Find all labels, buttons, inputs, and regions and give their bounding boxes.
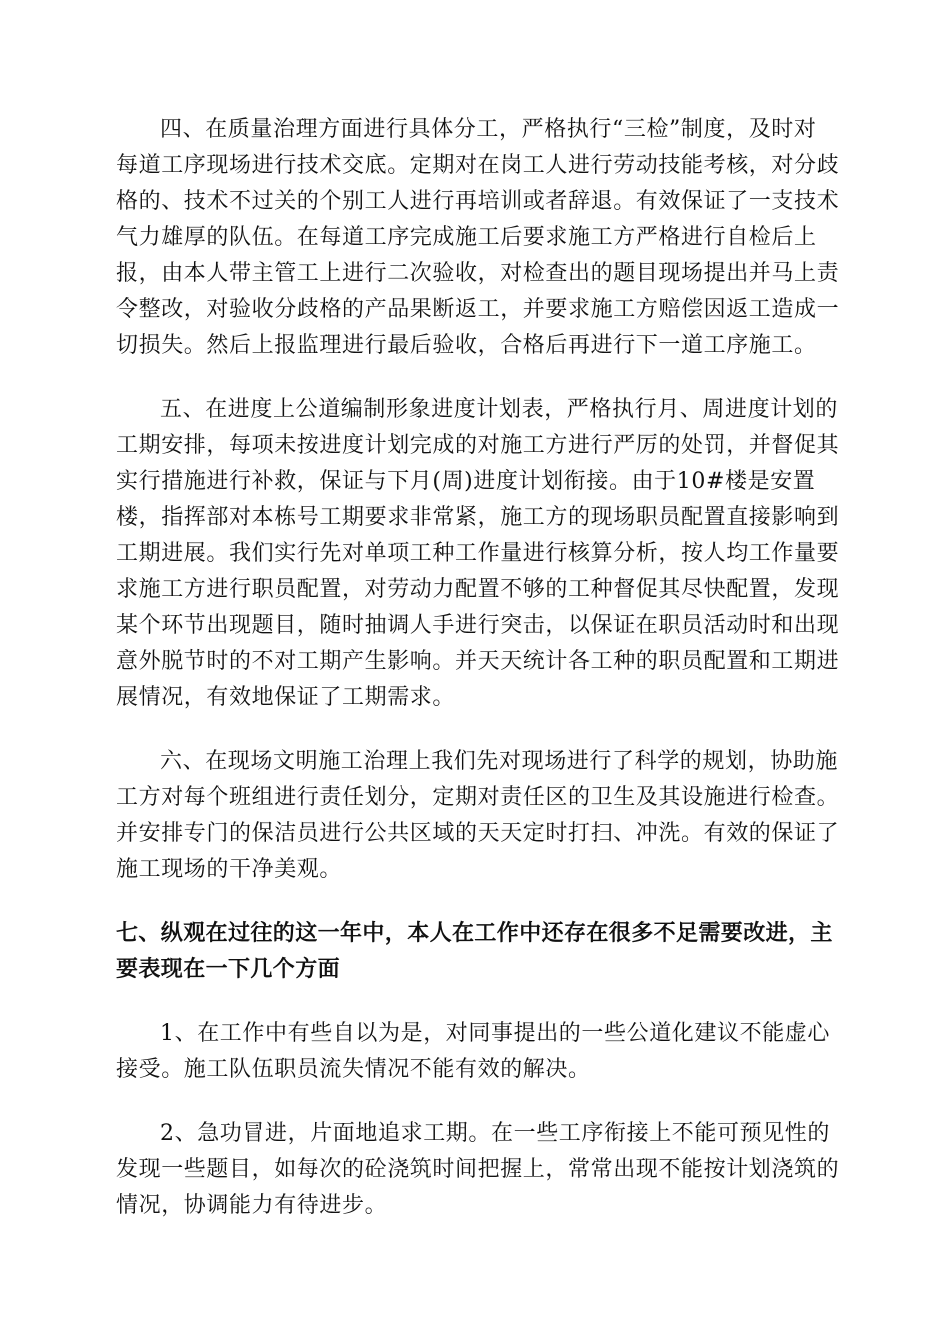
paragraph-4-line: 每道工序现场进行技术交底。定期对在岗工人进行劳动技能考核，对分歧 xyxy=(116,153,840,178)
item-1-line: 接受。施工队伍职员流失情况不能有效的解决。 xyxy=(116,1057,591,1082)
paragraph-5-line: 实行措施进行补救，保证与下月(周)进度计划衔接。由于10#楼是安置 xyxy=(116,469,816,494)
paragraph-5-line: 楼，指挥部对本栋号工期要求非常紧，施工方的现场职员配置直接影响到 xyxy=(116,505,840,530)
paragraph-4-line: 报，由本人带主管工上进行二次验收，对检查出的题目现场提出并马上责 xyxy=(116,261,840,286)
paragraph-6-line: 六、在现场文明施工治理上我们先对现场进行了科学的规划，协助施 xyxy=(160,749,839,774)
paragraph-6-line: 施工现场的干净美观。 xyxy=(116,857,343,882)
paragraph-5-line: 工期进展。我们实行先对单项工种工作量进行核算分析，按人均工作量要 xyxy=(116,541,840,566)
section-heading-line: 七、纵观在过往的这一年中，本人在工作中还存在很多不足需要改进，主 xyxy=(116,921,833,946)
item-2-line: 2、急功冒进，片面地追求工期。在一些工序衔接上不能可预见性的 xyxy=(160,1121,830,1146)
paragraph-4-line: 四、在质量治理方面进行具体分工，严格执行“三检”制度，及时对 xyxy=(160,117,817,142)
paragraph-5-line: 五、在进度上公道编制形象进度计划表，严格执行月、周进度计划的 xyxy=(160,397,839,422)
paragraph-4-line: 气力雄厚的队伍。在每道工序完成施工后要求施工方严格进行自检后上 xyxy=(116,225,817,250)
item-1-line: 1、在工作中有些自以为是，对同事提出的一些公道化建议不能虚心 xyxy=(160,1021,830,1046)
paragraph-6-line: 工方对每个班组进行责任划分，定期对责任区的卫生及其设施进行检查。 xyxy=(116,785,840,810)
paragraph-5-line: 展情况，有效地保证了工期需求。 xyxy=(116,685,456,710)
paragraph-4-line: 格的、技术不过关的个别工人进行再培训或者辞退。有效保证了一支技术 xyxy=(116,189,840,214)
item-2-line: 情况，协调能力有待进步。 xyxy=(116,1193,388,1218)
paragraph-5-line: 工期安排，每项未按进度计划完成的对施工方进行严厉的处罚，并督促其 xyxy=(116,433,840,458)
paragraph-4-line: 令整改，对验收分歧格的产品果断返工，并要求施工方赔偿因返工造成一 xyxy=(116,297,840,322)
item-2-line: 发现一些题目，如每次的砼浇筑时间把握上，常常出现不能按计划浇筑的 xyxy=(116,1157,840,1182)
paragraph-4-line: 切损失。然后上报监理进行最后验收，合格后再进行下一道工序施工。 xyxy=(116,333,817,358)
section-heading-line: 要表现在一下几个方面 xyxy=(116,957,341,982)
paragraph-5-line: 求施工方进行职员配置，对劳动力配置不够的工种督促其尽快配置，发现 xyxy=(116,577,840,602)
paragraph-5-line: 某个环节出现题目，随时抽调人手进行突击，以保证在职员活动时和出现 xyxy=(116,613,840,638)
paragraph-5-line: 意外脱节时的不对工期产生影响。并天天统计各工种的职员配置和工期进 xyxy=(116,649,840,674)
paragraph-6-line: 并安排专门的保洁员进行公共区域的天天定时打扫、冲洗。有效的保证了 xyxy=(116,821,840,846)
